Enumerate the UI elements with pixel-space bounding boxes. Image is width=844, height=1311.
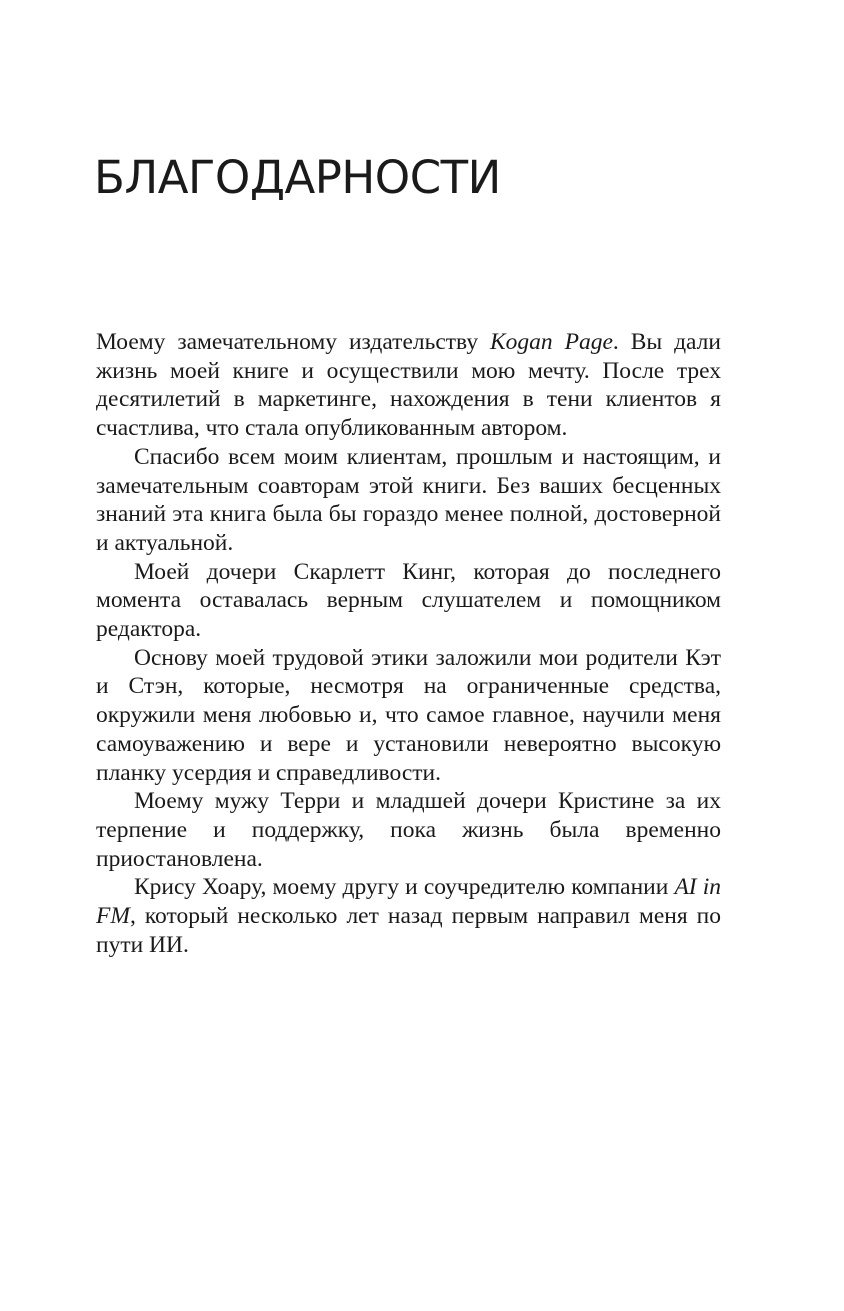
acknowledgements-body: [96, 328, 721, 959]
paragraph-text: . Вы дали жизнь моей книге и осуществили мою мечту. После трех десятилетий в маркетинге, нахождения в тени клиентов я счастлива, что стала опубликованным автором.: [96, 329, 721, 442]
paragraph-parents: Основу моей трудовой этики заложили мои родители Кэт и Стэн, которые, несмотря на ограниченные средства, окружили меня любовью и, что самое главное, научили меня самоуважению и вере и установили невероятно высокую планку усердия и справедливости.: [96, 644, 721, 786]
company-name: AI in FM: [96, 874, 722, 930]
paragraph-publisher: [96, 328, 721, 443]
paragraph-cofounder: [96, 873, 721, 959]
paragraph-daughter: Моей дочери Скарлетт Кинг, которая до последнего момента оставалась верным слушателем и помощником редактора.: [96, 558, 721, 643]
paragraph-family: Моему мужу Терри и младшей дочери Кристине за их терпение и поддержку, пока жизнь была временно приостановлена.: [96, 788, 721, 872]
paragraph-text: , который несколько лет назад первым направил меня по пути ИИ.: [96, 903, 721, 958]
paragraph-text: Крису Хоару, моему другу и соучредителю компании: [134, 874, 675, 901]
chapter-title: БЛАГОДАРНОСТИ: [94, 151, 501, 204]
paragraph-clients: Спасибо всем моим клиентам, прошлым и настоящим, и замечательным соавторам этой книги. Без ваших бесценных знаний эта книга была бы гораздо менее полной, достоверной и актуальной.: [96, 443, 721, 556]
paragraph-text: Моему замечательному издательству: [96, 329, 490, 355]
publisher-name: Kogan Page: [490, 329, 613, 355]
